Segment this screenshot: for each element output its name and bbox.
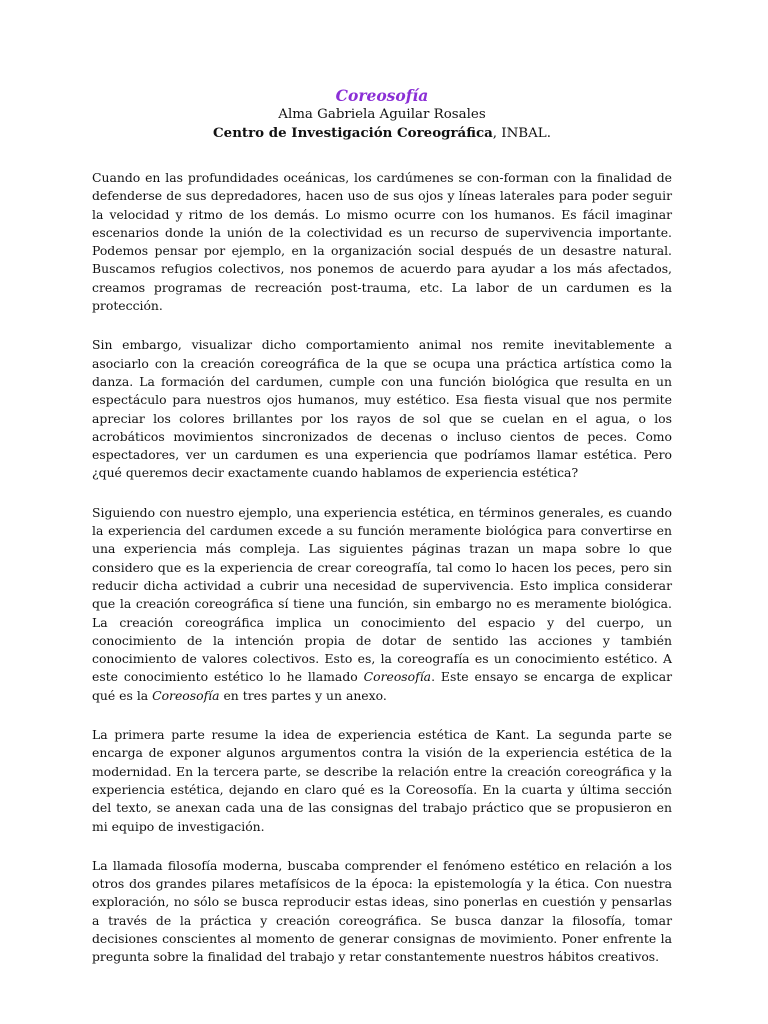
institution-suffix: , INBAL. bbox=[492, 126, 551, 141]
coreosofia-term-2: Coreosofía bbox=[152, 687, 220, 703]
institution-line bbox=[92, 124, 672, 143]
document-title: Coreosofía bbox=[335, 86, 429, 105]
paragraph-3-text-b: . Este ensayo se encarga de explicar qué es la bbox=[92, 669, 672, 703]
document-body bbox=[92, 169, 672, 967]
institution-name: Centro de Investigación Coreográfica bbox=[213, 125, 493, 141]
paragraph-5: La llamada filosofía moderna, buscaba comprender el fenómeno estético en relación a los otros dos grandes pilares metafísicos de la época: la epistemología y la ética. Con nuestra exploración, no sólo se busca reproducir estas ideas, sino ponerlas en cuestión y pensarlas a través de la práctica y creación coreográfica. Se busca danzar la filosofía, tomar decisiones conscientes al momento de generar consignas de movimiento. Poner enfrente la pregunta sobre la finalidad del trabajo y retar constantemente nuestros hábitos creativos. bbox=[92, 857, 672, 965]
author-name: Alma Gabriela Aguilar Rosales bbox=[278, 107, 486, 122]
paragraph-1: Cuando en las profundidades oceánicas, los cardúmenes se con-forman con la finalidad de defenderse de sus depredadores, hacen uso de sus ojos y líneas laterales para poder seguir la velocidad y ritmo de los demás. Lo mismo ocurre con los humanos. Es fácil imaginar escenarios donde la unión de la colectividad es un recurso de supervivencia importante. Podemos pensar por ejemplo, en la organización social después de un desastre natural. Buscamos refugios colectivos, nos ponemos de acuerdo para ayudar a los más afectados, creamos programas de recreación post-trauma, etc. La labor de un cardumen es la protección. bbox=[92, 170, 672, 314]
paragraph-3 bbox=[92, 504, 672, 705]
document-header bbox=[92, 86, 672, 143]
paragraph-4: La primera parte resume la idea de experiencia estética de Kant. La segunda parte se encarga de exponer algunos argumentos contra la visión de la experiencia estética de la modernidad. En la tercera parte, se describe la relación entre la creación coreográfica y la experiencia estética, dejando en claro qué es la Coreosofía. En la cuarta y última sección del texto, se anexan cada una de las consignas del trabajo práctico que se propusieron en mi equipo de investigación. bbox=[92, 727, 672, 834]
paragraph-3-text-c: en tres partes y un anexo. bbox=[219, 687, 387, 703]
coreosofia-term-1: Coreosofía bbox=[363, 669, 432, 685]
paragraph-2: Sin embargo, visualizar dicho comportamiento animal nos remite inevitablemente a asociarlo con la creación coreográfica de la que se ocupa una práctica artística como la danza. La formación del cardumen, cumple con una función biológica que resulta en un espectáculo para nuestros ojos humanos, muy estético. Esa fiesta visual que nos permite apreciar los colores brillantes por los rayos de sol que se cuelan en el agua, o los acrobáticos movimientos sincronizados de decenas o incluso cientos de peces. Como espectadores, ver un cardumen es una experiencia que podríamos llamar estética. Pero ¿qué queremos decir exactamente cuando hablamos de experiencia estética? bbox=[92, 337, 672, 481]
paragraph-3-text-a: Siguiendo con nuestro ejemplo, una experiencia estética, en términos generales, es cuando la experiencia del cardumen excede a su función meramente biológica para convertirse en una experiencia más compleja. Las siguientes páginas trazan un mapa sobre lo que considero que es la experiencia de crear coreografía, tal como lo hacen los peces, pero sin reducir dicha actividad a cubrir una necesidad de supervivencia. Esto implica considerar que la creación coreográfica sí tiene una función, sin embargo no es meramente biológica. La creación coreográfica implica un conocimiento del espacio y del cuerpo, un conocimiento de la intención propia de dotar de sentido las acciones y también conocimiento de valores colectivos. Esto es, la coreografía es un conocimiento estético. A este conocimiento estético lo he llamado bbox=[92, 504, 672, 685]
